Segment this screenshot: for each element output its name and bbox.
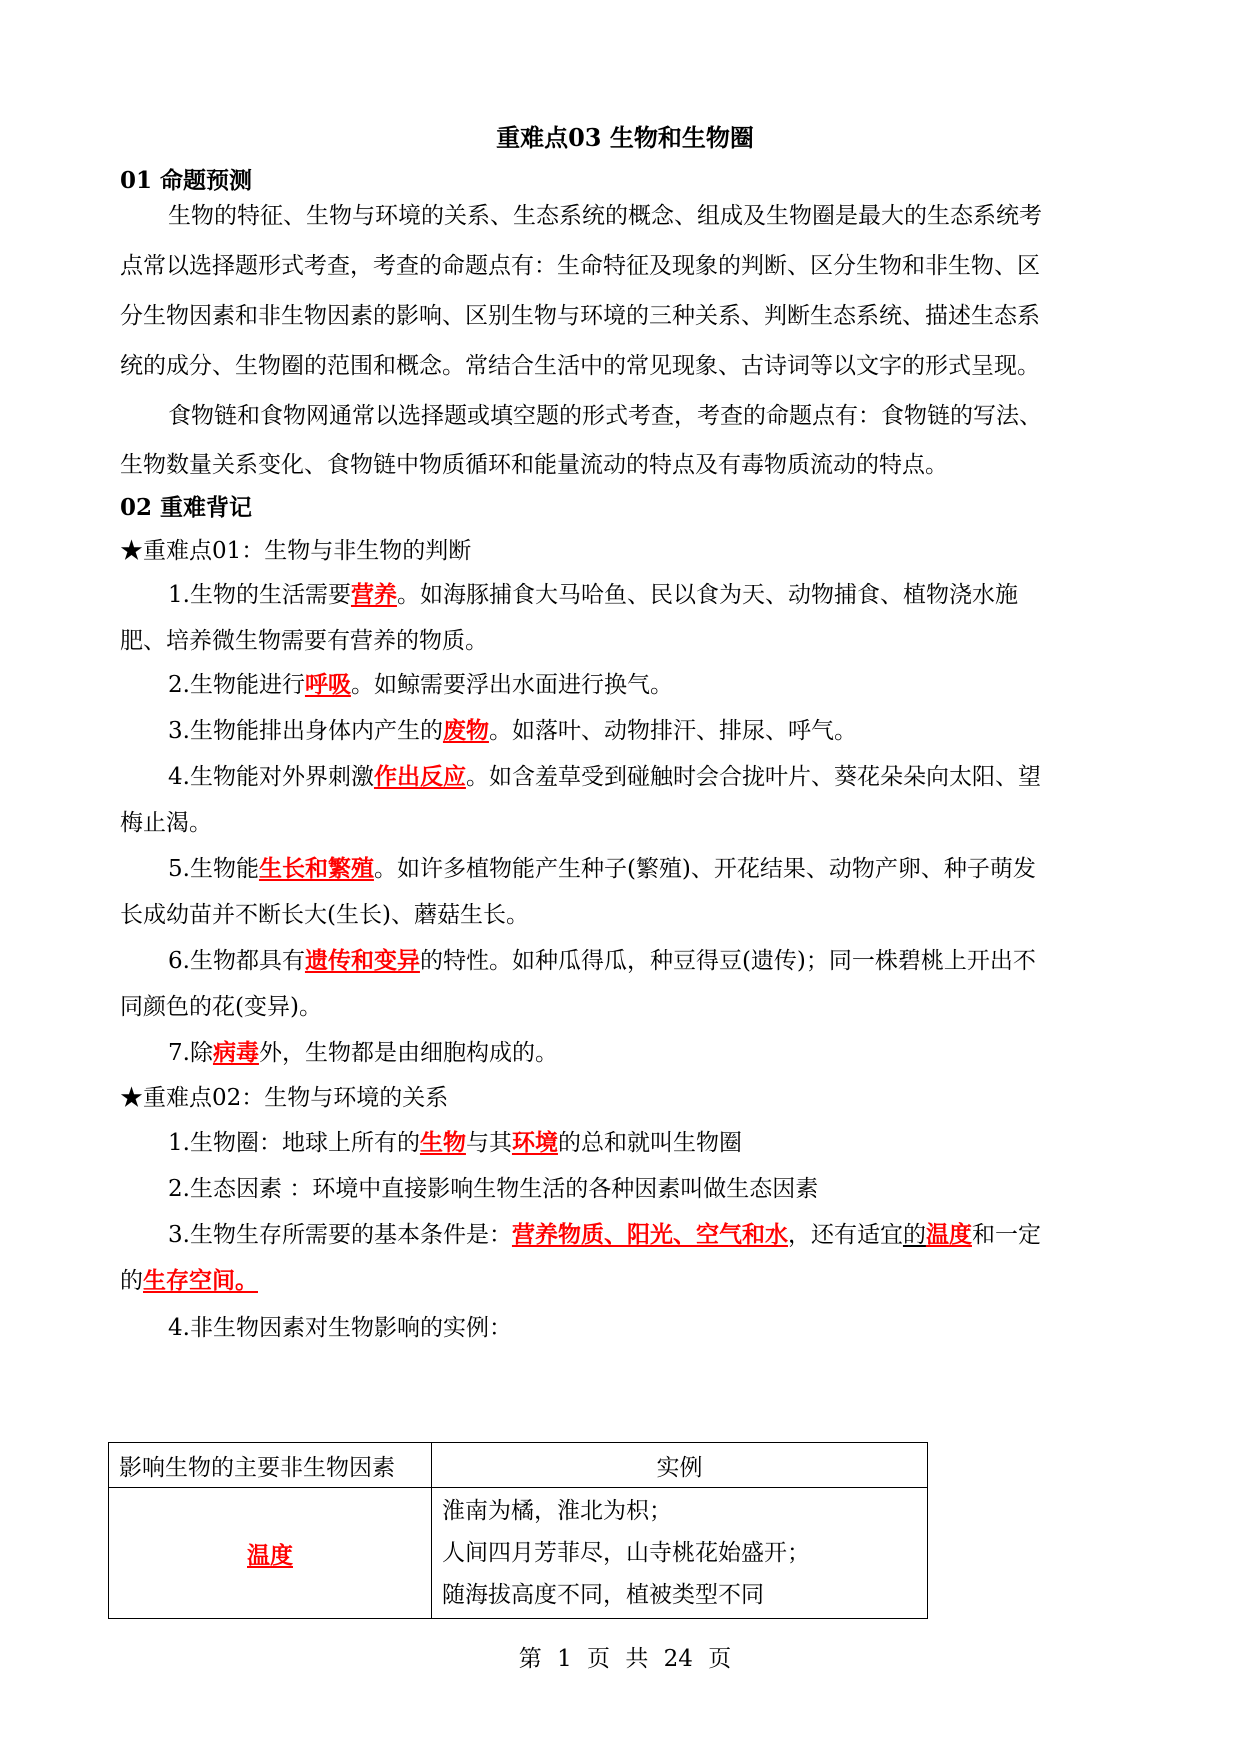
- section-heading-memorize: 02 重难背记: [120, 494, 253, 521]
- section-heading-prediction: 01 命题预测: [120, 167, 253, 194]
- paragraph-line: 点常以选择题形式考查，考查的命题点有：生命特征及现象的判断、区分生物和非生物、区: [120, 253, 1040, 279]
- key-term: 温度: [247, 1541, 293, 1569]
- list-item: [168, 942, 1036, 975]
- item-text: 5.生物能: [168, 856, 259, 882]
- paragraph-line: 食物链和食物网通常以选择题或填空题的形式考查，考查的命题点有：食物链的写法、: [168, 403, 1042, 429]
- list-item-continuation: 长成幼苗并不断长大(生长)、蘑菇生长。: [120, 902, 529, 928]
- key-term: 营养物质、阳光、空气和水: [511, 1221, 788, 1248]
- item-text: 的: [120, 1268, 143, 1294]
- list-item: [168, 1216, 1041, 1249]
- list-item: [168, 1034, 558, 1067]
- table-header: 影响生物的主要非生物因素: [109, 1443, 432, 1488]
- document-page: [120, 0, 1130, 1754]
- paragraph-line: 统的成分、生物圈的范围和概念。常结合生活中的常见现象、古诗词等以文字的形式呈现。: [120, 353, 1040, 379]
- key-term: 生物: [419, 1129, 466, 1156]
- item-text: 和一定: [971, 1222, 1041, 1248]
- item-text: 6.生物都具有: [168, 948, 305, 974]
- example-line: 淮南为橘，淮北为枳；: [442, 1498, 672, 1524]
- item-text: 1.生物的生活需要: [168, 582, 351, 608]
- list-item: [168, 576, 1018, 609]
- list-item-continuation: 肥、培养微生物需要有营养的物质。: [120, 628, 488, 654]
- item-text: 。如鲸需要浮出水面进行换气。: [350, 672, 673, 698]
- table-header-row: [109, 1443, 928, 1488]
- item-text: 3.生物能排出身体内产生的: [168, 718, 443, 744]
- list-item: 4.非生物因素对生物影响的实例：: [168, 1315, 512, 1341]
- table-header: 实例: [432, 1443, 928, 1488]
- list-item: 2.生态因素 ：环境中直接影响生物生活的各种因素叫做生态因素: [168, 1176, 819, 1202]
- item-text: 。如许多植物能产生种子(繁殖)、开花结果、动物产卵、种子萌发: [373, 856, 1036, 882]
- item-text: 的特性。如种瓜得瓜，种豆得豆(遗传)；同一株碧桃上开出不: [419, 948, 1036, 974]
- paragraph-line: 生物的特征、生物与环境的关系、生态系统的概念、组成及生物圈是最大的生态系统考: [168, 203, 1042, 229]
- table-cell-factor: [109, 1488, 432, 1619]
- item-text: 。如海豚捕食大马哈鱼、民以食为天、动物捕食、植物浇水施: [396, 582, 1018, 608]
- key-term: 作出反应: [373, 763, 466, 790]
- item-text: 3.生物生存所需要的基本条件是：: [168, 1222, 512, 1248]
- key-term: 生存空间。: [143, 1267, 258, 1294]
- item-text: 1.生物圈：地球上所有的: [168, 1130, 420, 1156]
- item-text: 2.生物能进行: [168, 672, 305, 698]
- key-term: 营养: [350, 581, 397, 608]
- key-term: 废物: [442, 717, 489, 744]
- list-item: [168, 1124, 742, 1157]
- page-title: 重难点03 生物和生物圈: [496, 123, 754, 152]
- list-item: [168, 850, 1036, 883]
- list-item-continuation: 同颜色的花(变异)。: [120, 994, 322, 1020]
- list-item-continuation: 梅止渴。: [120, 810, 212, 836]
- list-item: [168, 758, 1041, 791]
- list-item: [168, 666, 673, 699]
- list-item: [168, 712, 857, 745]
- key-term: 呼吸: [304, 671, 351, 698]
- item-text: 的总和就叫生物圈: [557, 1130, 742, 1156]
- item-text: ，还有适宜: [787, 1222, 903, 1248]
- key-term: 环境: [511, 1129, 558, 1156]
- key-term: 病毒: [212, 1039, 259, 1066]
- key-term: 生长和繁殖: [258, 855, 374, 882]
- list-item-continuation: [120, 1262, 258, 1295]
- item-text: 的: [902, 1222, 926, 1248]
- point-title: ★重难点02：生物与环境的关系: [120, 1085, 449, 1111]
- item-text: 外，生物都是由细胞构成的。: [258, 1040, 558, 1066]
- example-line: 人间四月芳菲尽，山寺桃花始盛开；: [442, 1540, 810, 1566]
- item-text: 。如含羞草受到碰触时会合拢叶片、葵花朵朵向太阳、望: [465, 764, 1041, 790]
- item-text: 4.生物能对外界刺激: [168, 764, 374, 790]
- paragraph-line: 生物数量关系变化、食物链中物质循环和能量流动的特点及有毒物质流动的特点。: [120, 452, 948, 478]
- point-title: ★重难点01：生物与非生物的判断: [120, 538, 472, 564]
- example-line: 随海拔高度不同，植被类型不同: [442, 1582, 764, 1608]
- key-term: 温度: [925, 1221, 972, 1248]
- factor-table: [108, 1442, 928, 1619]
- item-text: 。如落叶、动物排汗、排尿、呼气。: [488, 718, 857, 744]
- table-cell-examples: [432, 1488, 928, 1619]
- item-text: 7.除: [168, 1040, 213, 1066]
- key-term: 遗传和变异: [304, 947, 420, 974]
- paragraph-line: 分生物因素和非生物因素的影响、区别生物与环境的三种关系、判断生态系统、描述生态系: [120, 303, 1040, 329]
- page-footer: 第 1 页 共 24 页: [518, 1646, 732, 1672]
- table-row: [109, 1488, 928, 1619]
- item-text: 与其: [465, 1130, 512, 1156]
